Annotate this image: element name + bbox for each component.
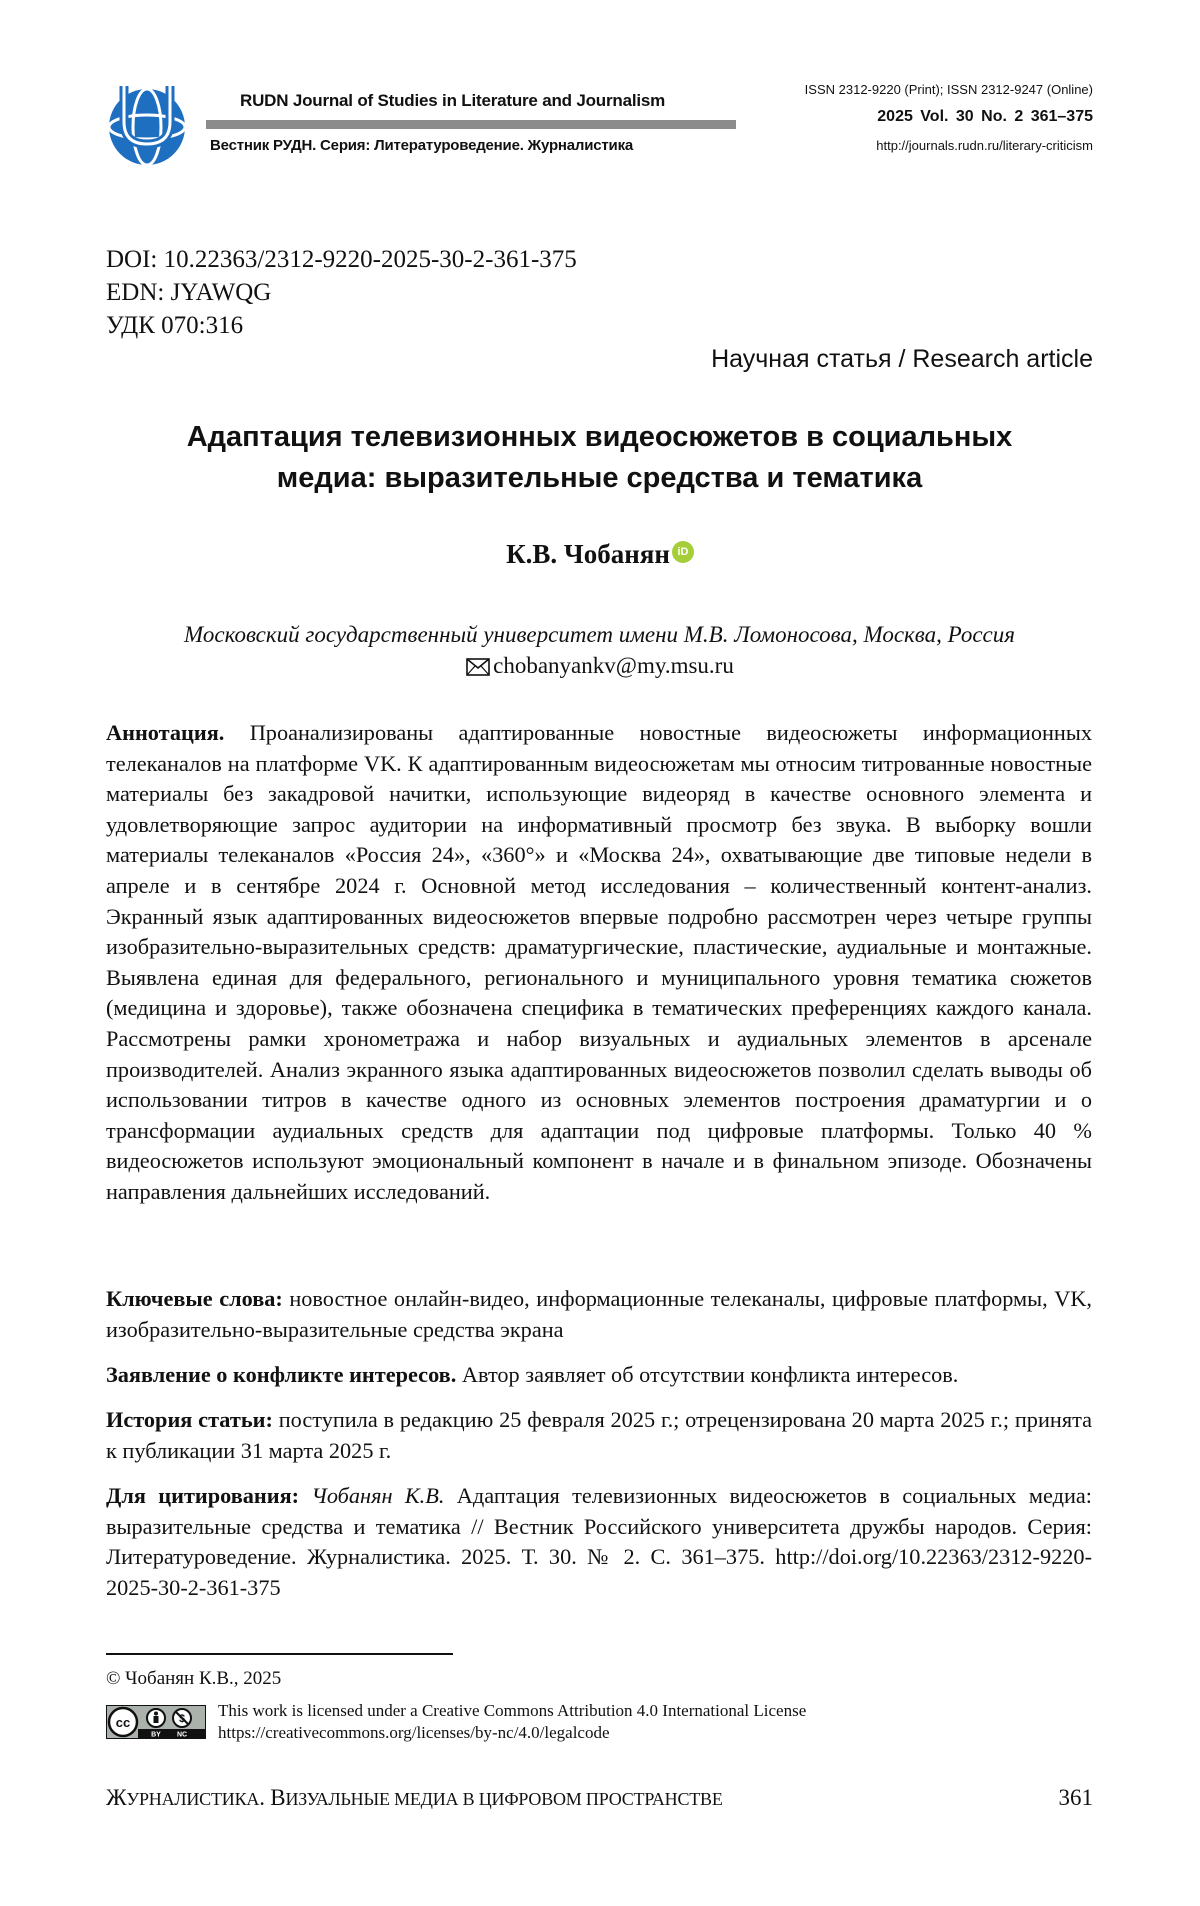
header-bar bbox=[206, 120, 736, 129]
running-head-part: . bbox=[259, 1785, 270, 1810]
running-head-part: ИЗУАЛЬНЫЕ МЕДИА В ЦИФРОВОМ ПРОСТРАНСТВЕ bbox=[285, 1789, 722, 1809]
history-text: поступила в редакцию 25 февраля 2025 г.; отрецензирована 20 марта 2025 г.; принята к публикации 31 марта 2025 г. bbox=[106, 1407, 1092, 1463]
journal-url[interactable]: http://journals.rudn.ru/literary-criticism bbox=[876, 138, 1093, 153]
title-line-2: медиа: выразительные средства и тематика bbox=[106, 458, 1093, 499]
article-page bbox=[0, 0, 1200, 1906]
article-title bbox=[106, 417, 1093, 499]
license-url[interactable]: https://creativecommons.org/licenses/by-nc/4.0/legalcode bbox=[218, 1723, 610, 1743]
running-head bbox=[106, 1785, 723, 1811]
issn-line: ISSN 2312-9220 (Print); ISSN 2312-9247 (Online) bbox=[805, 82, 1093, 97]
abstract-label: Аннотация. bbox=[106, 720, 224, 745]
envelope-icon bbox=[466, 658, 490, 676]
conflict-label: Заявление о конфликте интересов. bbox=[106, 1362, 456, 1387]
email-address[interactable]: chobanyankv@my.msu.ru bbox=[493, 653, 734, 678]
citation-text: Адаптация телевизионных видеосюжетов в социальных медиа: выразительные средства и тематика // Вестник Российского университета дружбы народов. Серия: Литературоведение. Журналистика. 2025. Т. 30. № 2. С. 361–375. http://doi.org/10.22363/2312-9220-2025-30-2-361-375 bbox=[106, 1483, 1092, 1600]
article-history bbox=[106, 1405, 1092, 1466]
identifiers-block bbox=[106, 243, 577, 342]
email-line bbox=[0, 653, 1200, 679]
keywords-text: новостное онлайн-видео, информационные телеканалы, цифровые платформы, VK, изобразительно-выразительные средства экрана bbox=[106, 1286, 1092, 1342]
conflict-statement bbox=[106, 1360, 1092, 1391]
rudn-logo-icon bbox=[104, 82, 190, 168]
copyright: © Чобанян К.В., 2025 bbox=[106, 1668, 281, 1690]
by-mark: BY bbox=[151, 1732, 161, 1739]
doi-line: DOI: 10.22363/2312-9220-2025-30-2-361-375 bbox=[106, 243, 577, 276]
nc-mark: NC bbox=[177, 1732, 187, 1739]
license-text: This work is licensed under a Creative Commons Attribution 4.0 International License bbox=[218, 1701, 806, 1721]
history-label: История статьи: bbox=[106, 1407, 273, 1432]
author-line bbox=[0, 539, 1200, 570]
keywords-label: Ключевые слова: bbox=[106, 1286, 283, 1311]
udk-line: УДК 070:316 bbox=[106, 309, 577, 342]
affiliation: Московский государственный университет имени М.В. Ломоносова, Москва, Россия bbox=[106, 622, 1093, 648]
journal-name-en: RUDN Journal of Studies in Literature and Journalism bbox=[240, 91, 665, 111]
conflict-text: Автор заявляет об отсутствии конфликта интересов. bbox=[456, 1362, 958, 1387]
page-number: 361 bbox=[1059, 1785, 1094, 1811]
abstract bbox=[106, 718, 1092, 1208]
running-head-part: УРНАЛИСТИКА bbox=[126, 1789, 259, 1809]
cc-mark: cc bbox=[116, 1715, 130, 1730]
author-name: К.В. Чобанян bbox=[506, 539, 670, 569]
journal-name-ru: Вестник РУДН. Серия: Литературоведение. Журналистика bbox=[210, 137, 633, 154]
citation-label: Для цитирования: bbox=[106, 1483, 299, 1508]
volume-line: 2025 Vol. 30 No. 2 361–375 bbox=[877, 108, 1093, 126]
cc-by-nc-badge-icon[interactable] bbox=[106, 1705, 206, 1739]
orcid-icon[interactable]: iD bbox=[672, 541, 694, 563]
article-type: Научная статья / Research article bbox=[711, 345, 1093, 374]
running-head-part: Ж bbox=[106, 1785, 126, 1810]
abstract-text: Проанализированы адаптированные новостные видеосюжеты информационных телеканалов на платформе VK. К адаптированным видеосюжетам мы относим титрованные новостные материалы без закадровой начитки, использующие видеоряд в качестве основного элемента и удовлетворяющие запрос аудитории на информативный просмотр без звука. В выборку вошли материалы телеканалов «Россия 24», «360°» и «Москва 24», охватывающие две типовые недели в апреле и в сентябре 2024 г. Основной метод исследования – количественный контент-анализ. Экранный язык адаптированных видеосюжетов впервые подробно рассмотрен через четыре группы изобразительно-выразительных средств: драматургические, пластические, аудиальные и монтажные. Выявлена единая для федерального, регионального и муниципального уровня тематика сюжетов (медицина и здоровье), также обозначена специфика в тематических преференциях каждого канала. Рассмотрены рамки хронометража и набор визуальных и аудиальных элементов в арсенале производителей. Анализ экранного языка адаптированных видеосюжетов позволил сделать выводы об использовании титров в качестве одного из основных элементов построения драматургии и о трансформации аудиальных средств для адаптации под цифровые платформы. Только 40 % видеосюжетов используют эмоциональный компонент в начале и в финальном эпизоде. Обозначены направления дальнейших исследований. bbox=[106, 720, 1092, 1204]
citation-author: Чобанян К.В. bbox=[311, 1483, 444, 1508]
citation bbox=[106, 1481, 1092, 1603]
edn-line: EDN: JYAWQG bbox=[106, 276, 577, 309]
footnote-rule bbox=[106, 1653, 453, 1655]
title-line-1: Адаптация телевизионных видеосюжетов в социальных bbox=[106, 417, 1093, 458]
running-head-part: В bbox=[270, 1785, 285, 1810]
keywords bbox=[106, 1284, 1092, 1345]
